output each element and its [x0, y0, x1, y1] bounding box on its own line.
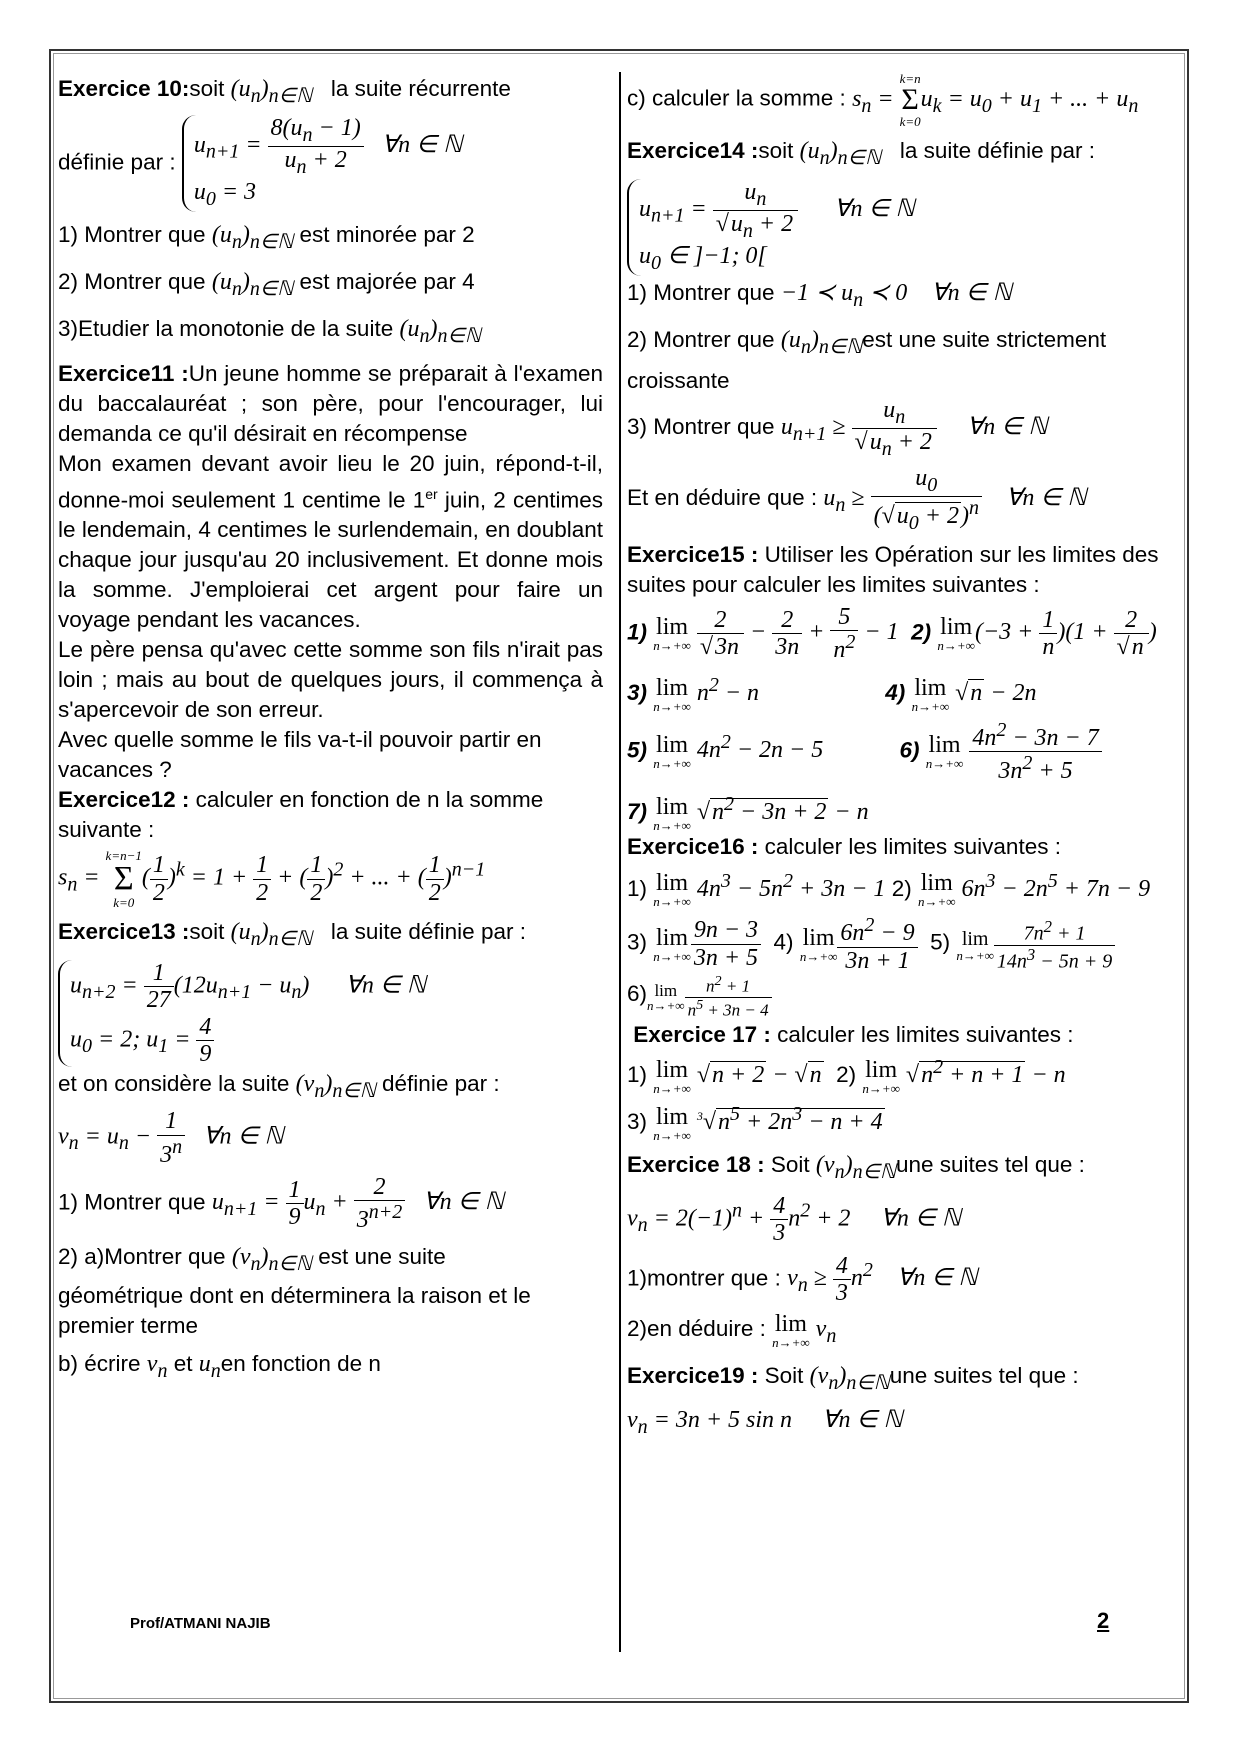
math-ex16-6: lim n→+∞ $\frac{n^2 + 1}{n^5 + 3n - 4}$	[647, 986, 772, 1005]
math-ex13-q1: $u_{n+1}$ = $\frac{1}{9}$ $u_n$ + $\frac{2}{3^{n+2}}$ ∀n ∈ ℕ	[211, 1174, 504, 1234]
exercise-15	[627, 540, 1179, 832]
math-un: $u_n$	[198, 1350, 221, 1382]
math-ex19-def: $v_n = 3n + 5$ sin n ∀n ∈ ℕ	[627, 1406, 903, 1438]
exercise-14-q4: Et en déduire que :	[627, 485, 818, 511]
exercise-10-q2-tail: est majorée par 4	[299, 268, 475, 294]
right-column	[627, 72, 1179, 1444]
exercise-10-q1-tail: est minorée par 2	[299, 222, 475, 248]
exercise-13-intro-tail: la suite définie par :	[330, 919, 526, 945]
exercise-12-text: calculer en fonction de n la somme suivante :	[58, 787, 544, 843]
exercise-15-item-6: 6)	[899, 737, 920, 763]
exercise-19-title: Exercice19 :	[627, 1363, 759, 1389]
exercise-16-item-3: 3)	[627, 929, 648, 955]
math-ex16-2: lim n→+∞ $6n^3 - 2n^5 + 7n - 9$	[917, 869, 1151, 910]
math-un-seq: $(u_n)_{n\in ℕ}$	[230, 919, 313, 950]
exercise-17-item-1: 1)	[627, 1061, 648, 1087]
math-ex15-6: lim n→+∞ $\frac{4n^2 - 3n - 7}{3n^2 + 5}$	[926, 737, 1102, 763]
exercise-10	[58, 72, 603, 353]
exercise-11-p4: Avec quelle somme le fils va-t-il pouvoir partir en vacances ?	[58, 727, 542, 783]
exercise-13-consider: et on considère la suite	[58, 1071, 290, 1097]
math-ex17-3: lim n→+∞ $^3√n^5 + 2n^3 - n + 4$	[653, 1102, 883, 1143]
exercise-10-def-label: définie par :	[58, 149, 176, 175]
math-ex18-q2: lim n→+∞ $v_n$	[772, 1311, 837, 1351]
exercise-13-q2a-cont: géométrique dont en déterminera la raison et le premier terme	[58, 1282, 531, 1338]
math-ex14-q4: $u_n$ ≥ $\frac{u_0}{(√u_0 + 2)^n}$ ∀n ∈ ℕ	[823, 465, 1087, 534]
exercise-15-item-3: 3)	[627, 679, 648, 705]
exercise-13-q2b-and: et	[173, 1350, 193, 1376]
math-system-ex14: $u_{n+1}$ = $\frac{u_n}{√u_n + 2}$ ∀n ∈ ℕ $u_0$ ∈ ]−1; 0[	[627, 179, 915, 276]
exercise-14-intro-tail: la suite définie par :	[899, 138, 1095, 163]
exercise-14-q2-cont: croissante	[627, 367, 730, 393]
exercise-10-title: Exercice 10:	[58, 76, 190, 101]
exercise-15-item-4: 4)	[885, 679, 906, 705]
exercise-15-item-7: 7)	[627, 798, 648, 824]
exercise-11	[58, 359, 603, 786]
exercise-18-intro: Soit	[764, 1151, 810, 1177]
math-vn-seq: $(v_n)_{n\in ℕ}$	[231, 1243, 312, 1275]
math-un-seq: $(u_n)_{n\in ℕ}$	[799, 138, 882, 169]
math-vn-seq: $(v_n)_{n\in ℕ}$	[809, 1363, 890, 1394]
exercise-15-item-2: 2)	[911, 619, 932, 645]
exercise-14-q1: 1) Montrer que	[627, 280, 775, 306]
column-divider	[619, 72, 621, 1652]
exercise-19-intro: Soit	[758, 1363, 804, 1389]
exercise-12-title: Exercice12 :	[58, 787, 190, 813]
math-un-seq: $(u_n)_{n\in ℕ}$	[211, 268, 294, 300]
exercise-16-item-1: 1)	[627, 875, 648, 901]
math-ex16-1: lim n→+∞ $4n^3 - 5n^2 + 3n - 1$	[653, 869, 886, 910]
math-ex13-vn-def: $v_n = u_n$ − $\frac{1}{3^n}$ ∀n ∈ ℕ	[58, 1108, 284, 1168]
math-ex18-def: $v_n = 2(-1)^n$ + $\frac{4}{3}$ $n^2 + 2$ ∀n ∈ ℕ	[627, 1192, 961, 1247]
exercise-13-consider-tail: définie par :	[382, 1071, 500, 1097]
exercise-11-p2-sup: er	[425, 485, 438, 502]
exercise-13-q2c-label: c) calculer la somme :	[627, 85, 846, 111]
math-un-seq: $(u_n)_{n\in ℕ}$	[230, 76, 313, 107]
exercise-13-title: Exercice13 :	[58, 919, 190, 945]
exercise-11-title: Exercice11 :	[58, 360, 189, 386]
exercise-11-p2a: Mon examen devant avoir lieu le 20 juin, répond-t-il, donne-moi seulement 1 centime le 1	[58, 450, 603, 513]
exercise-13-q2b: b) écrire	[58, 1350, 141, 1376]
math-ex15-3: lim n→+∞ $n^2 - n$	[653, 673, 760, 714]
exercise-16-item-4: 4)	[773, 929, 794, 955]
exercise-18-q1: 1)montrer que :	[627, 1264, 781, 1290]
math-ex13-sum: $s_n$ = k=n Σ k=0 $u_k = u_0 + u_1$ + ... + $u_n$	[852, 71, 1139, 129]
footer-author: Prof/ATMANI NAJIB	[130, 1615, 271, 1632]
math-ex12-sum: $s_n$ = k=n−1 Σ k=0 ( $\frac{1}{2}$ )$^k$ = 1 + $\frac{1}{2}$ + ( $\frac{1}{2}$ )$^2$ + ... + ( $\frac{1}{2}$ )$^{n-1}$	[58, 848, 486, 911]
exercise-16-item-6: 6)	[627, 981, 648, 1007]
exercise-13-q2c	[627, 72, 1179, 128]
exercise-16-item-5: 5)	[930, 929, 951, 955]
math-ex15-2: lim n→+∞ (−3 + $\frac{1}{n}$ )(1 + $\frac{2}{√n}$ )	[937, 606, 1157, 661]
exercise-15-title: Exercice15 :	[627, 541, 759, 567]
exercise-16	[627, 832, 1179, 1020]
exercise-12	[58, 785, 603, 909]
exercise-17-item-3: 3)	[627, 1108, 648, 1134]
math-vn: $v_n$	[146, 1350, 168, 1382]
exercise-13-q2a: 2) a)Montrer que	[58, 1243, 226, 1269]
math-ex17-2: lim n→+∞ $√n^2 + n + 1 - n$	[862, 1055, 1066, 1096]
exercise-16-item-2: 2)	[891, 875, 912, 901]
exercise-14-title: Exercice14 :	[627, 138, 759, 163]
footer-page-number: 2	[1097, 1608, 1110, 1633]
exercise-10-q3: 3)Etudier la monotonie de la suite	[58, 315, 394, 341]
math-ex16-4: lim n→+∞ $\frac{6n^2 - 9}{3n + 1}$	[800, 930, 918, 956]
math-ex16-5: lim n→+∞ $\frac{7n^2 + 1}{14n^3 - 5n + 9}$	[956, 933, 1115, 955]
exercise-10-q1: 1) Montrer que	[58, 222, 206, 248]
exercise-11-p1: Un jeune homme se préparait à l'examen du baccalauréat ; son père, pour l'encourager, lui demanda ce qu'il désirait en récompense	[58, 360, 603, 446]
exercise-18-title: Exercice 18 :	[627, 1151, 765, 1177]
exercise-13-q2b-tail: en fonction de n	[220, 1350, 381, 1376]
exercise-10-q2: 2) Montrer que	[58, 268, 206, 294]
exercise-11-p2b: juin, 2 centimes le lendemain, 4 centimes le surlendemain, en doublant chaque jour jusqu'au 20 inclusivement. Et donne mois la somme. J'emploierai cet argent pour faire un voyage pendant les vacances.	[58, 487, 604, 633]
left-column	[58, 72, 603, 1387]
math-un-seq: $(u_n)_{n\in ℕ}$	[399, 315, 481, 347]
math-un-seq: $(u_n)_{n\in ℕ}$	[211, 222, 294, 253]
exercise-10-intro-tail: la suite récurrente	[330, 76, 511, 101]
math-system-ex13: $u_{n+2}$ = $\frac{1}{27}$ $(12u_{n+1} - u_n)$ ∀n ∈ ℕ $u_0 = 2$; $u_1$ = $\frac{4}{9}$	[58, 960, 426, 1068]
exercise-10-intro: soit	[189, 76, 225, 101]
math-ex15-1: lim n→+∞ $\frac{2}{√3n}$ − $\frac{2}{3n}$ + $\frac{5}{n^2}$ − 1	[653, 603, 899, 664]
math-ex18-q1: $v_n$ ≥ $\frac{4}{3}$ $n^2$ ∀n ∈ ℕ	[787, 1252, 978, 1306]
exercise-13-q2a-tail: est une suite	[318, 1243, 446, 1269]
math-vn-seq: $(v_n)_{n\in ℕ}$	[815, 1151, 896, 1183]
math-ex17-1: lim n→+∞ √n + 2 − √n	[653, 1056, 822, 1096]
exercise-13-intro: soit	[189, 919, 225, 945]
exercise-18-q2: 2)en déduire :	[627, 1316, 766, 1342]
math-ex15-5: lim n→+∞ $4n^2 - 2n - 5$	[653, 731, 824, 772]
math-ex15-4: lim n→+∞ √n − 2n	[911, 674, 1037, 714]
exercise-14	[627, 134, 1179, 534]
exercise-17-item-2: 2)	[836, 1061, 857, 1087]
exercise-17-text: calculer les limites suivantes :	[770, 1021, 1074, 1047]
exercise-14-q2-tail: est une suite strictement	[862, 326, 1107, 352]
exercise-14-q3: 3) Montrer que	[627, 413, 775, 439]
exercise-18-intro-tail: une suites tel que :	[896, 1151, 1085, 1177]
exercise-14-q2: 2) Montrer que	[627, 326, 775, 352]
exercise-13	[58, 915, 603, 1387]
exercise-18	[627, 1148, 1179, 1353]
exercise-17	[627, 1020, 1179, 1142]
exercise-19	[627, 1359, 1179, 1444]
math-ex14-q1: −1 ≺ $u_n$ ≺ 0 ∀n ∈ ℕ	[780, 280, 1012, 311]
math-system-ex10: $u_{n+1}$ = $\frac{8(u_n - 1)}{u_n + 2}$ ∀n ∈ ℕ $u_0 = 3$	[182, 115, 462, 212]
exercise-16-title: Exercice16 :	[627, 833, 759, 859]
exercise-11-p3: Le père pensa qu'avec cette somme son fils n'irait pas loin ; mais au bout de quelques jours, il commença à s'apercevoir de son erreur.	[58, 637, 603, 723]
exercise-15-item-1: 1)	[627, 619, 648, 645]
exercise-19-intro-tail: une suites tel que :	[889, 1363, 1079, 1389]
exercise-15-item-5: 5)	[627, 737, 648, 763]
math-ex14-q3: $u_{n+1}$ ≥ $\frac{u_n}{√u_n + 2}$ ∀n ∈ ℕ	[780, 396, 1048, 460]
exercise-17-title: Exercice 17 :	[633, 1021, 771, 1047]
math-vn-seq: $(v_n)_{n\in ℕ}$	[295, 1071, 376, 1103]
exercise-16-text: calculer les limites suivantes :	[758, 833, 1061, 859]
math-ex16-3: lim n→+∞ $\frac{9n - 3}{3n + 5}$	[653, 930, 761, 956]
exercise-14-intro: soit	[758, 138, 794, 163]
exercise-13-q1: 1) Montrer que	[58, 1189, 206, 1215]
exercise-15-text: Utiliser les Opération sur les limites des suites pour calculer les limites suivantes :	[627, 541, 1159, 597]
math-ex15-7: lim n→+∞ $√n^2 - 3n + 2 - n$	[653, 792, 869, 833]
math-un-seq: $(u_n)_{n\in ℕ}$	[780, 326, 863, 358]
